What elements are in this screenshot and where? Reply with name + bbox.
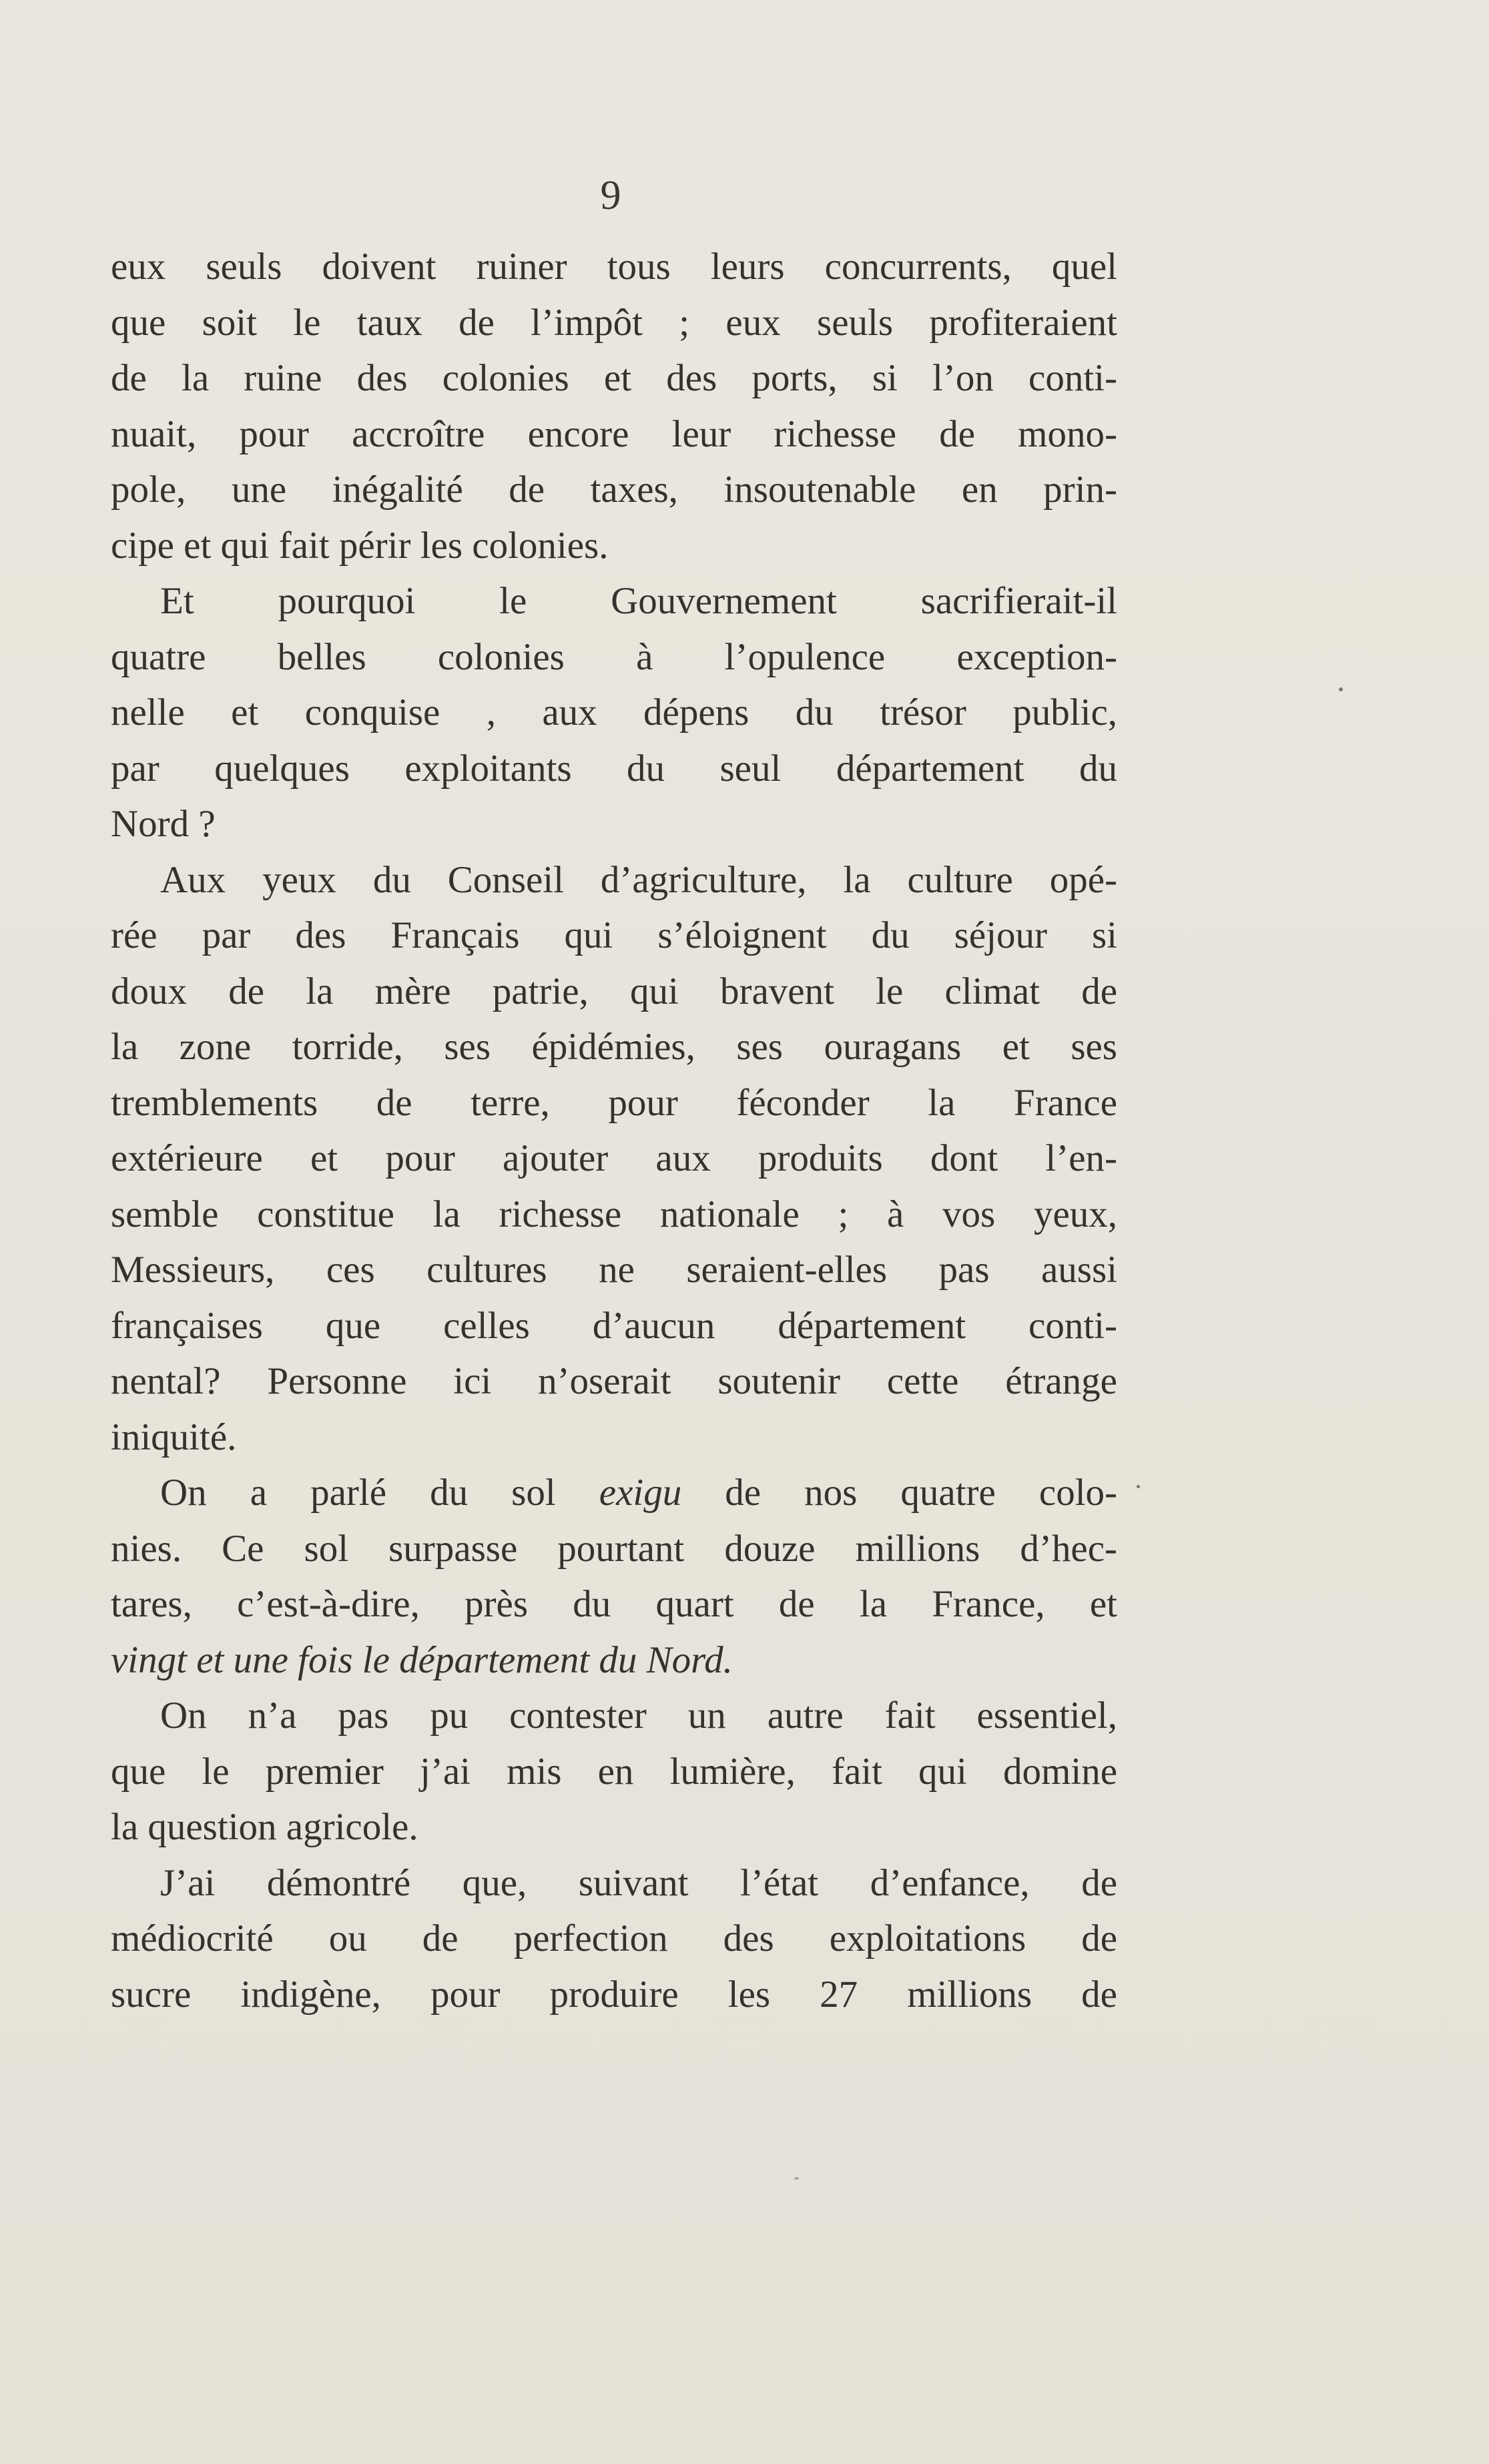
paper-speck <box>1137 1485 1140 1488</box>
text-line: cipe et qui fait périr les colonies. <box>111 524 609 567</box>
text-line: sucre indigène, pour produire les 27 millions de <box>111 1973 1117 2016</box>
text-line: la zone torride, ses épidémies, ses ouragans et ses <box>111 1026 1117 1068</box>
text-line: nelle et conquise , aux dépens du trésor public, <box>111 691 1117 733</box>
text-line: J’ai démontré que, suivant l’état d’enfance, de <box>160 1861 1117 1904</box>
text-line: Aux yeux du Conseil d’agriculture, la culture opé- <box>160 858 1117 901</box>
text-line: nental? Personne ici n’oserait soutenir cette étrange <box>111 1360 1117 1402</box>
text-line: tremblements de terre, pour féconder la France <box>111 1081 1117 1124</box>
page-number: 9 <box>600 173 621 218</box>
text-line: de la ruine des colonies et des ports, si l’on conti- <box>111 357 1117 399</box>
text-line: par quelques exploitants du seul département du <box>111 747 1117 790</box>
text-line: rée par des Français qui s’éloignent du séjour si <box>111 914 1117 956</box>
text-line: doux de la mère patrie, qui bravent le climat de <box>111 970 1117 1012</box>
text-line: extérieure et pour ajouter aux produits dont l’en- <box>111 1137 1117 1179</box>
text-segment: On a parlé du sol <box>160 1472 556 1514</box>
text-line: la question agricole. <box>111 1806 418 1848</box>
paper-speck <box>1339 687 1343 691</box>
text-line <box>111 1465 1117 1521</box>
text-line: iniquité. <box>111 1416 237 1458</box>
text-line: françaises que celles d’aucun département conti- <box>111 1304 1117 1347</box>
paper-speck <box>794 2177 799 2180</box>
italic-word: exigu <box>599 1472 682 1514</box>
text-line: nuait, pour accroître encore leur richesse de mono- <box>111 412 1117 455</box>
text-line: nies. Ce sol surpasse pourtant douze millions d’hec- <box>111 1527 1117 1570</box>
italic-line: vingt et une fois le département du Nord. <box>111 1638 733 1681</box>
text-line: pole, une inégalité de taxes, insoutenable en prin- <box>111 469 1117 511</box>
body-text <box>111 239 1117 2022</box>
text-segment: de nos quatre colo- <box>725 1472 1118 1514</box>
text-line: eux seuls doivent ruiner tous leurs concurrents, quel <box>111 246 1117 288</box>
text-line: quatre belles colonies à l’opulence exception- <box>111 635 1117 678</box>
text-line: On n’a pas pu contester un autre fait essentiel, <box>160 1695 1117 1737</box>
text-line: médiocrité ou de perfection des exploitations de <box>111 1917 1117 1959</box>
text-line: Et pourquoi le Gouvernement sacrifierait-il <box>160 580 1117 622</box>
text-line: tares, c’est-à-dire, près du quart de la France, et <box>111 1583 1117 1625</box>
text-line: Nord ? <box>111 803 216 845</box>
text-line: semble constitue la richesse nationale ; à vos yeux, <box>111 1193 1117 1235</box>
text-line: que soit le taux de l’impôt ; eux seuls profiteraient <box>111 301 1117 344</box>
text-line: que le premier j’ai mis en lumière, fait qui domine <box>111 1750 1117 1793</box>
text-line: Messieurs, ces cultures ne seraient-elles pas aussi <box>111 1249 1117 1291</box>
